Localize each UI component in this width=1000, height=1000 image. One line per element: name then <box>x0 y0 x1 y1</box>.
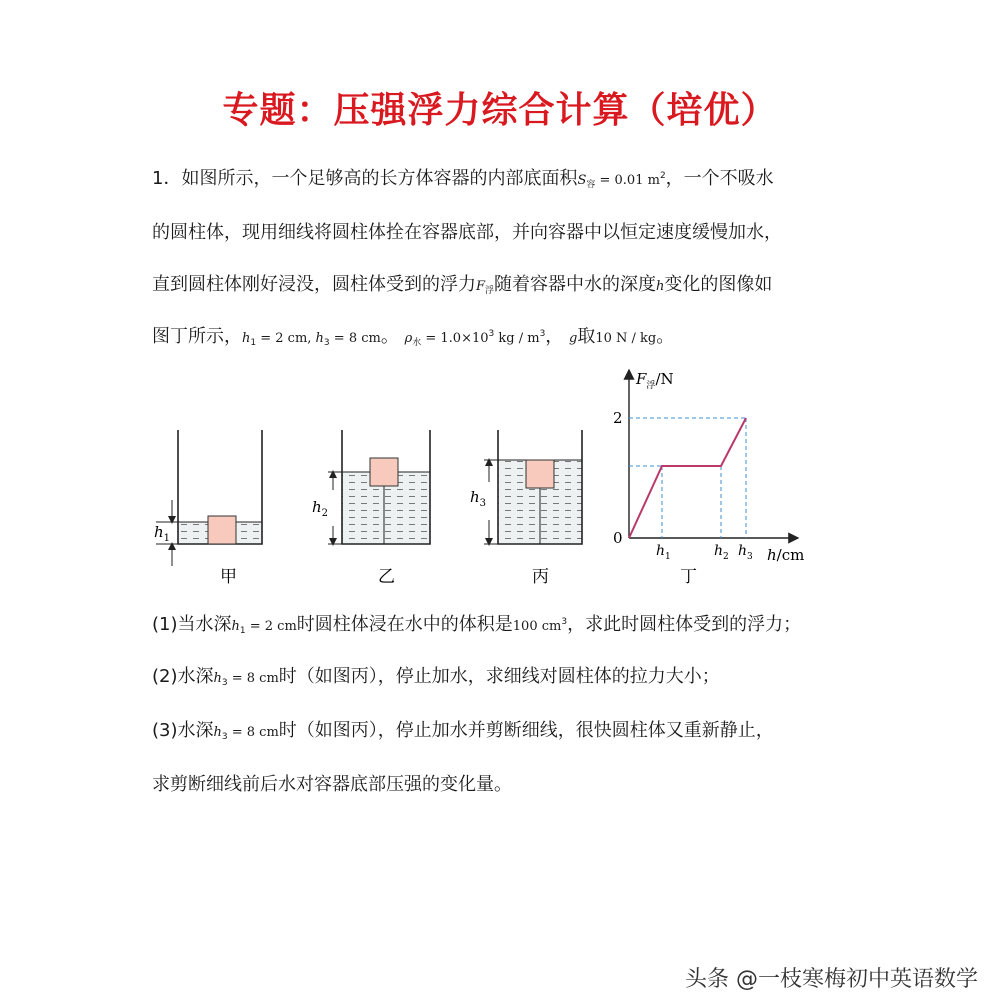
problem-text: 图丁所示， <box>152 326 242 347</box>
cylinder-block <box>208 516 236 544</box>
label-h2: $h_2$ <box>312 498 329 519</box>
question-3 <box>152 716 774 742</box>
problem-text: 1．如图所示，一个足够高的长方体容器的内部底面积 <box>152 168 578 189</box>
math-value: = 8 cm <box>329 331 381 346</box>
math-exponent: 3 <box>539 329 546 339</box>
chart-axes <box>629 370 798 538</box>
problem-line-2: 的圆柱体，现用细线将圆柱体拴在容器底部，并向容器中以恒定速度缓慢加水， <box>152 222 782 243</box>
problem-text: ，一个不吸水 <box>665 168 774 189</box>
x-tick-h1: $h_1$ <box>656 543 671 562</box>
y-axis-label: $F_浮/N$ <box>636 370 674 391</box>
question-text: (3)水深 <box>152 720 214 741</box>
problem-text: 取 <box>577 326 596 347</box>
math-subscript: 3 <box>323 338 330 348</box>
math-value: 100 cm <box>512 619 562 634</box>
problem-text: 。 <box>380 326 399 347</box>
figure-bing <box>470 430 582 587</box>
math-value: 10 N / kg <box>595 331 657 346</box>
x-tick-h3: $h_3$ <box>738 543 753 562</box>
math-symbol: ρ <box>404 331 413 346</box>
math-exponent: 3 <box>488 329 495 339</box>
math-symbol: h <box>242 331 251 346</box>
math-symbol: h <box>213 725 222 740</box>
question-text: (2)水深 <box>152 666 214 687</box>
question-1 <box>152 610 801 636</box>
math-subscript: 3 <box>221 678 228 688</box>
page-title: 专题：压强浮力综合计算（培优） <box>222 90 778 131</box>
figure-label-bing: 丙 <box>532 567 549 587</box>
container-figures <box>0 360 1000 600</box>
math-value: = 2 cm, <box>256 331 316 346</box>
math-subscript: 1 <box>250 338 257 348</box>
question-text: 时圆柱体浸在水中的体积是 <box>296 614 513 635</box>
math-symbol: h <box>656 279 665 294</box>
math-value: = 8 cm <box>227 671 279 686</box>
figure-jia <box>154 430 262 587</box>
graph-ding <box>600 360 810 600</box>
math-symbol: h <box>213 671 222 686</box>
math-subscript: 水 <box>412 338 422 348</box>
chart-marks <box>629 418 746 538</box>
math-value: = 8 cm <box>227 725 279 740</box>
buoyancy-curve <box>629 418 746 538</box>
question-text: (1)当水深 <box>152 614 232 635</box>
problem-text: 。 <box>656 326 675 347</box>
question-3-continued: 求剪断细线前后水对容器底部压强的变化量。 <box>152 774 512 795</box>
question-2 <box>152 662 720 688</box>
figure-label-jia: 甲 <box>220 567 237 587</box>
question-text: 时（如图丙），停止加水并剪断细线，很快圆柱体又重新静止， <box>278 720 774 741</box>
figure-label-yi: 乙 <box>378 567 395 587</box>
problem-line-3 <box>152 270 772 296</box>
math-value: = 0.01 m <box>595 173 660 188</box>
math-value: kg / m <box>494 331 540 346</box>
watermark: 头条 @一枝寒梅初中英语数学 <box>685 967 978 992</box>
math-subscript: 1 <box>239 626 246 636</box>
figure-yi <box>312 430 430 587</box>
problem-text: ， <box>545 326 564 347</box>
problem-line-1 <box>152 164 774 190</box>
math-value: = 2 cm <box>245 619 297 634</box>
label-h3: $h_3$ <box>470 488 487 509</box>
x-axis-label: h/cm <box>767 546 805 564</box>
math-exponent: 2 <box>659 171 666 181</box>
label-h1: $h_1$ <box>154 523 171 544</box>
math-subscript: 3 <box>221 732 228 742</box>
cylinder-block <box>526 460 554 488</box>
problem-text: 随着容器中水的深度 <box>494 274 657 295</box>
problem-text: 直到圆柱体刚好浸没，圆柱体受到的浮力 <box>152 274 476 295</box>
math-symbol: S <box>577 173 587 188</box>
question-text: ，求此时圆柱体受到的浮力； <box>567 614 802 635</box>
cylinder-block <box>370 458 398 486</box>
origin-label: 0 <box>613 529 623 547</box>
math-symbol: h <box>315 331 324 346</box>
y-tick-2: 2 <box>613 409 623 427</box>
figure-label-ding: 丁 <box>680 567 697 587</box>
x-tick-h2: $h_2$ <box>714 543 729 562</box>
math-symbol: h <box>231 619 240 634</box>
math-subscript: 容 <box>586 180 596 190</box>
problem-line-4 <box>152 322 674 348</box>
chart-guides <box>629 418 746 538</box>
question-text: 时（如图丙），停止加水，求细线对圆柱体的拉力大小； <box>278 666 720 687</box>
problem-text: 变化的图像如 <box>664 274 773 295</box>
math-subscript: 浮 <box>485 286 495 296</box>
math-symbol: F <box>476 279 486 294</box>
math-symbol: g <box>569 331 578 346</box>
math-exponent: 3 <box>561 617 568 627</box>
math-value: = 1.0×10 <box>421 331 489 346</box>
